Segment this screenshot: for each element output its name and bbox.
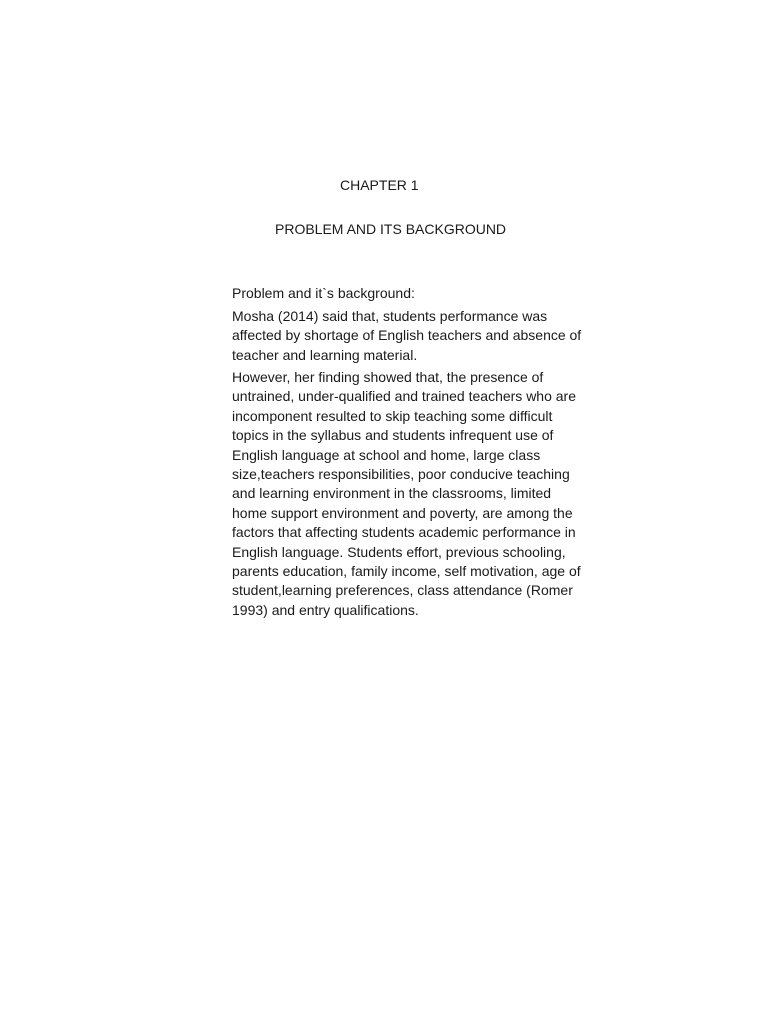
body-paragraph: However, her finding showed that, the presence of untrained, under-qualified and trained teachers who are incomponent resulted to skip teaching some difficult topics in the syllabus and students infrequent use of English language at school and home, large class size,teachers responsibilities, poor conducive teaching and learning environment in the classrooms, limited home support environment and poverty, are among the factors that affecting students academic performance in English language. Students effort, previous schooling, parents education, family income, self motivation, age of student,learning preferences, class attendance (Romer 1993) and entry qualifications. [232, 369, 581, 618]
chapter-title: PROBLEM AND ITS BACKGROUND [275, 221, 507, 237]
body-paragraph: Mosha (2014) said that, students performance was affected by shortage of English teachers and absence of teacher and learning material. [232, 308, 582, 363]
chapter-label: CHAPTER 1 [340, 177, 419, 193]
section-heading: Problem and it`s background: [232, 285, 415, 301]
